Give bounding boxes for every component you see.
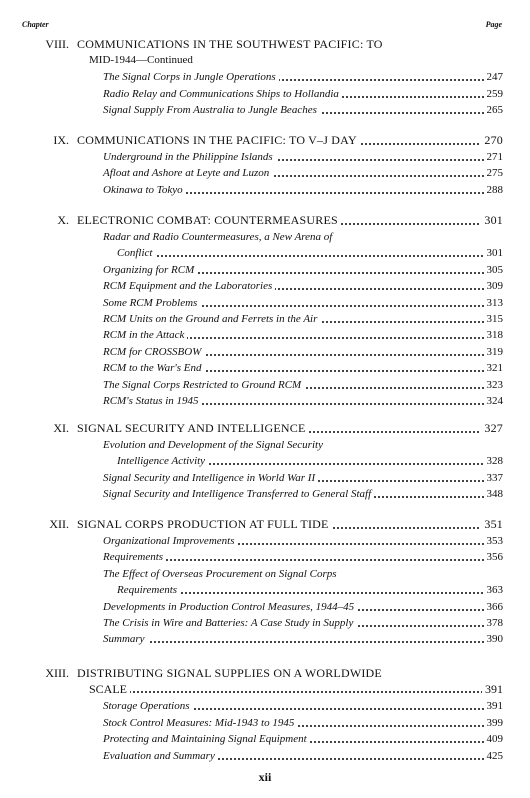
- entry-page: 265: [484, 102, 504, 118]
- chapter-heading: [0, 665, 530, 682]
- chapter-title: SIGNAL CORPS PRODUCTION AT FULL TIDE: [77, 517, 332, 531]
- entry-page: 271: [484, 149, 504, 165]
- toc-entry: [103, 344, 503, 360]
- entry-title: RCM for CROSSBOW: [103, 346, 204, 358]
- chapter-title-row: [77, 665, 503, 682]
- chapter-title-row: [77, 212, 503, 229]
- entry-title: RCM Equipment and the Laboratories: [103, 280, 275, 292]
- chapter-column-label: Chapter: [22, 20, 49, 29]
- chapter-number: VIII.: [45, 37, 69, 51]
- toc-entry: [103, 311, 503, 327]
- entry-title: Protecting and Maintaining Signal Equipment: [103, 733, 310, 745]
- entry-page: 309: [484, 278, 504, 294]
- entry-page: 313: [484, 295, 504, 311]
- chapter-title-cont-text: SCALE: [89, 682, 130, 696]
- toc-entry: [103, 615, 503, 631]
- toc-entry: [117, 582, 503, 598]
- toc-entry: [103, 182, 503, 198]
- entry-title: Signal Security and Intelligence in World War II: [103, 472, 318, 484]
- toc-entry: [103, 698, 503, 714]
- chapter-title: DISTRIBUTING SIGNAL SUPPLIES ON A WORLDWIDE: [77, 666, 385, 680]
- toc-entry: [103, 102, 503, 118]
- chapter-title-row: [77, 132, 503, 149]
- entry-page: 259: [484, 86, 504, 102]
- chapter-number: XII.: [49, 517, 69, 531]
- chapter-heading: [0, 212, 530, 229]
- entry-title: Underground in the Philippine Islands: [103, 151, 276, 163]
- toc-entry: [103, 360, 503, 376]
- entry-title: Summary: [103, 633, 148, 645]
- toc-entry: [103, 229, 503, 245]
- chapter-heading: [0, 36, 530, 53]
- toc-entry: [103, 262, 503, 278]
- entry-page: 409: [484, 731, 504, 747]
- leader-dots: [117, 255, 503, 257]
- chapter-title-row: [77, 420, 503, 437]
- entry-page: 353: [484, 533, 504, 549]
- chapter-title-row: [77, 36, 503, 53]
- entry-title: The Signal Corps Restricted to Ground RCM: [103, 379, 304, 391]
- entry-title: Signal Security and Intelligence Transferred to General Staff: [103, 488, 374, 500]
- chapter-page: 301: [481, 212, 503, 229]
- toc-entry: [103, 393, 503, 409]
- entry-title: RCM's Status in 1945: [103, 395, 202, 407]
- leader-dots: [103, 641, 503, 643]
- chapter-heading: [0, 132, 530, 149]
- toc-entry: [103, 731, 503, 747]
- toc-entry: [117, 453, 503, 469]
- chapter-title: ELECTRONIC COMBAT: COUNTERMEASURES: [77, 213, 341, 227]
- entry-title: Radar and Radio Countermeasures, a New Arena of: [103, 231, 335, 243]
- entry-page: 288: [484, 182, 504, 198]
- chapter-number: IX.: [53, 133, 69, 147]
- entry-title: Stock Control Measures: Mid-1943 to 1945: [103, 717, 297, 729]
- entry-page: 390: [484, 631, 504, 647]
- entry-page: 275: [484, 165, 504, 181]
- entry-title: Storage Operations: [103, 700, 192, 712]
- toc-entry: [103, 327, 503, 343]
- entry-page: 318: [484, 327, 504, 343]
- chapter-page: 270: [481, 132, 503, 149]
- entry-page: 378: [484, 615, 504, 631]
- entry-page: 319: [484, 344, 504, 360]
- chapter-number: XI.: [53, 421, 69, 435]
- entry-page: 356: [484, 549, 504, 565]
- toc-entry: [103, 631, 503, 647]
- entry-page: 321: [484, 360, 504, 376]
- entry-page: 348: [484, 486, 504, 502]
- entry-title: Evaluation and Summary: [103, 750, 218, 762]
- chapter-heading: [0, 420, 530, 437]
- entry-page: 324: [484, 393, 504, 409]
- entry-page: 323: [484, 377, 504, 393]
- toc-entry: [103, 715, 503, 731]
- toc-entry: [103, 149, 503, 165]
- entry-page: 363: [484, 582, 504, 598]
- entry-page: 315: [484, 311, 504, 327]
- entry-page: 328: [484, 453, 504, 469]
- chapter-title-continuation: [89, 681, 503, 697]
- entry-title: Evolution and Development of the Signal Security: [103, 439, 326, 451]
- toc-entry: [103, 86, 503, 102]
- entry-title: Intelligence Activity: [117, 455, 208, 467]
- chapter-title-continuation: MID-1944—Continued: [89, 54, 193, 66]
- toc-entry: [103, 165, 503, 181]
- chapter-page: 351: [481, 516, 503, 533]
- chapter-heading: [0, 516, 530, 533]
- entry-page: 391: [484, 698, 504, 714]
- entry-page: 247: [484, 69, 504, 85]
- chapter-title-row: [77, 516, 503, 533]
- entry-title: Some RCM Problems: [103, 297, 200, 309]
- entry-title: RCM in the Attack: [103, 329, 187, 341]
- chapter-title: SIGNAL SECURITY AND INTELLIGENCE: [77, 421, 309, 435]
- entry-title: Organizing for RCM: [103, 264, 197, 276]
- entry-page: 366: [484, 599, 504, 615]
- entry-page: 301: [484, 245, 504, 261]
- toc-entry: [103, 566, 503, 582]
- toc-entry: [103, 278, 503, 294]
- entry-title: Requirements: [117, 584, 180, 596]
- toc-entry: [103, 470, 503, 486]
- toc-entry: [103, 377, 503, 393]
- entry-title: Afloat and Ashore at Leyte and Luzon: [103, 167, 272, 179]
- chapter-number: XIII.: [45, 666, 69, 680]
- entry-title: The Effect of Overseas Procurement on Signal Corps: [103, 568, 340, 580]
- page-column-label: Page: [485, 20, 502, 29]
- chapter-title: COMMUNICATIONS IN THE SOUTHWEST PACIFIC: TO: [77, 37, 386, 51]
- entry-title: RCM to the War's End: [103, 362, 205, 374]
- toc-entry: [117, 245, 503, 261]
- toc-entry: [103, 295, 503, 311]
- entry-page: 399: [484, 715, 504, 731]
- toc-entry: [103, 599, 503, 615]
- entry-title: Radio Relay and Communications Ships to Hollandia: [103, 88, 342, 100]
- toc-entry: [103, 486, 503, 502]
- entry-title: The Crisis in Wire and Batteries: A Case Study in Supply: [103, 617, 356, 629]
- entry-title: Signal Supply From Australia to Jungle Beaches: [103, 104, 320, 116]
- entry-title: The Signal Corps in Jungle Operations: [103, 71, 279, 83]
- chapter-page: 391: [482, 681, 503, 697]
- entry-title: Requirements: [103, 551, 166, 563]
- chapter-title: COMMUNICATIONS IN THE PACIFIC: TO V–J DAY: [77, 133, 360, 147]
- entry-page: 305: [484, 262, 504, 278]
- page-number-footer: xii: [258, 770, 272, 784]
- entry-title: Okinawa to Tokyo: [103, 184, 186, 196]
- chapter-page: 327: [481, 420, 503, 437]
- entry-title: Conflict: [117, 247, 155, 259]
- entry-title: Organizational Improvements: [103, 535, 237, 547]
- entry-page: 425: [484, 748, 504, 764]
- toc-entry: [103, 533, 503, 549]
- toc-entry: [103, 437, 503, 453]
- toc-entry: [103, 549, 503, 565]
- toc-entry: [103, 748, 503, 764]
- chapter-number: X.: [57, 213, 69, 227]
- toc-entry: [103, 69, 503, 85]
- leader-dots: [89, 691, 503, 693]
- entry-title: Developments in Production Control Measures, 1944–45: [103, 601, 357, 613]
- entry-title: RCM Units on the Ground and Ferrets in the Air: [103, 313, 320, 325]
- entry-page: 337: [484, 470, 504, 486]
